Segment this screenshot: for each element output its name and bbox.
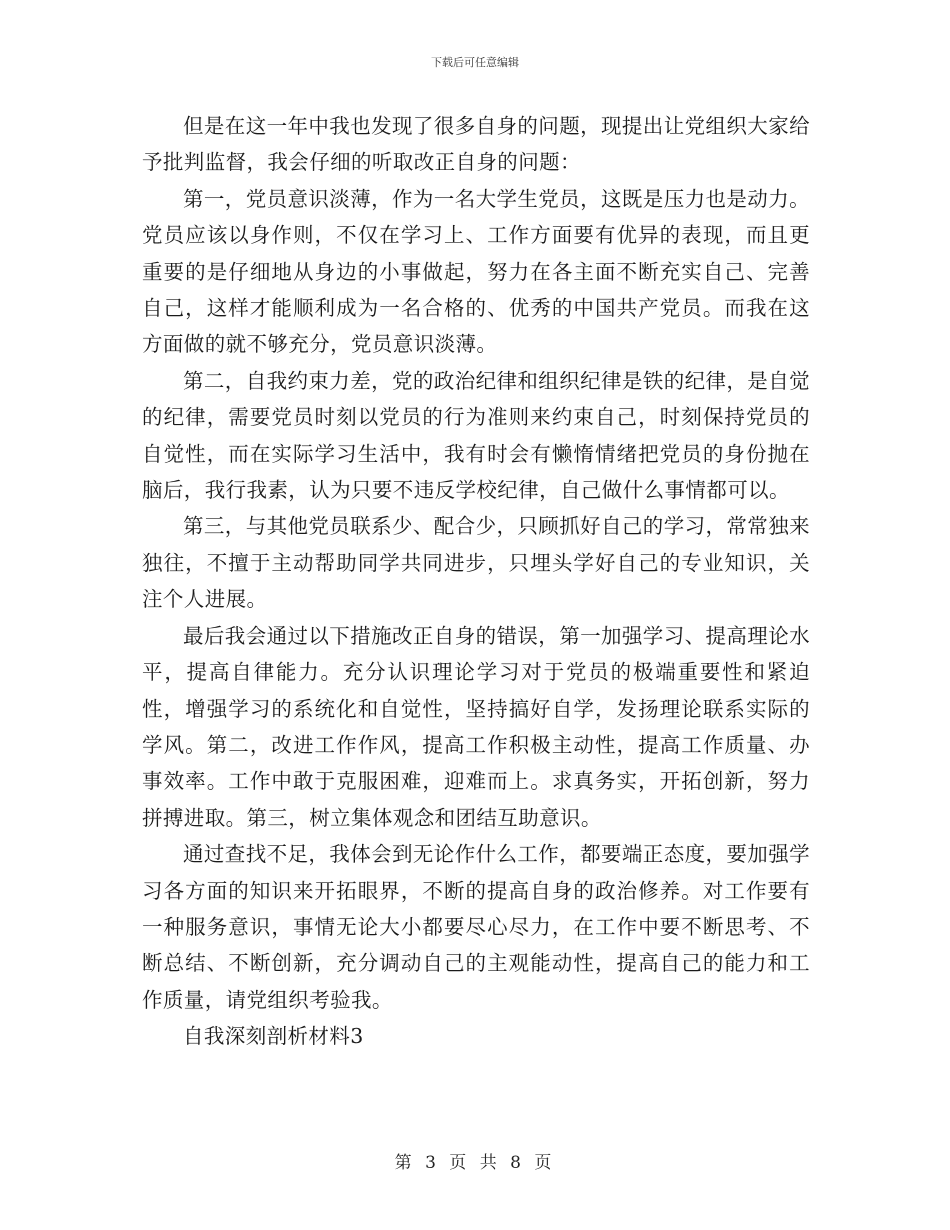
page-number: 第 3 页 共 8 页 bbox=[394, 1153, 556, 1173]
paragraph-corrective-measures: 最后我会通过以下措施改正自身的错误，第一加强学习、提高理论水平，提高自律能力。充分认识理论学习对于党员的极端重要性和紧迫性，增强学习的系统化和自觉性，坚持搞好自学，发扬理论联系实际的学风。第二，改进工作作风，提高工作积极主动性，提高工作质量、办事效率。工作中敢于克服困难，迎难而上。求真务实，开拓创新，努力拼搏进取。第三，树立集体观念和团结互助意识。 bbox=[142, 623, 810, 830]
document-body bbox=[142, 108, 810, 1055]
paragraph-third-issue: 第三，与其他党员联系少、配合少，只顾抓好自己的学习，常常独来独往，不擅于主动帮助同学共同进步，只埋头学好自己的专业知识，关注个人进展。 bbox=[142, 514, 810, 612]
page-header-note: 下载后可任意编辑 bbox=[431, 56, 519, 69]
paragraph-conclusion: 通过查找不足，我体会到无论作什么工作，都要端正态度，要加强学习各方面的知识来开拓眼界，不断的提高自身的政治修养。对工作要有一种服务意识，事情无论大小都要尽心尽力，在工作中要不断思考、不断总结、不断创新，充分调动自己的主观能动性，提高自己的能力和工作质量，请党组织考验我。 bbox=[142, 842, 810, 1012]
paragraph-second-issue: 第二，自我约束力差，党的政治纪律和组织纪律是铁的纪律，是自觉的纪律，需要党员时刻以党员的行为准则来约束自己，时刻保持党员的自觉性，而在实际学习生活中，我有时会有懒惰情绪把党员的身份抛在脑后，我行我素，认为只要不违反学校纪律，自己做什么事情都可以。 bbox=[142, 368, 810, 503]
paragraph-problems-intro: 但是在这一年中我也发现了很多自身的问题，现提出让党组织大家给予批判监督，我会仔细的听取改正自身的问题： bbox=[142, 114, 810, 175]
paragraph-first-issue: 第一，党员意识淡薄，作为一名大学生党员，这既是压力也是动力。党员应该以身作则，不仅在学习上、工作方面要有优异的表现，而且更重要的是仔细地从身边的小事做起，努力在各主面不断充实自己、完善自己，这样才能顺利成为一名合格的、优秀的中国共产党员。而我在这方面做的就不够充分，党员意识淡薄。 bbox=[142, 186, 810, 357]
section-heading: 自我深刻剖析材料3 bbox=[183, 1024, 364, 1049]
